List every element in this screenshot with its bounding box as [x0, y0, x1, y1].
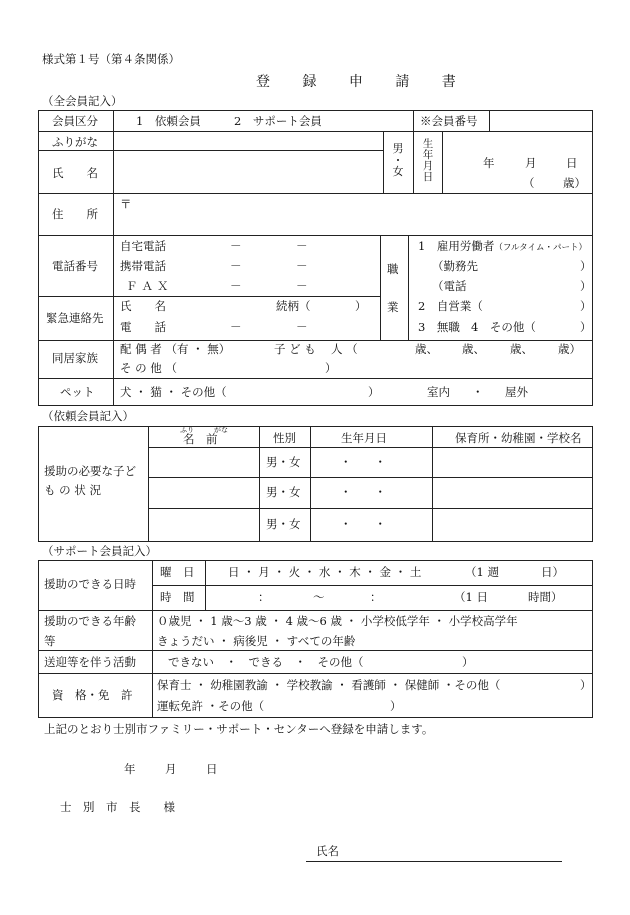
home-phone-label: 自宅電話	[120, 239, 166, 253]
job-phone-close: ）	[580, 279, 592, 293]
child-birth-header: 生年月日	[341, 431, 387, 445]
child-status-label-2: も の 状 況	[44, 483, 101, 497]
emergency-tel-dash2: －	[296, 320, 308, 334]
age-options-1[interactable]: ０歳児 ・ 1 歳～3 歳 ・ 4 歳～6 歳 ・ 小学校低学年 ・ 小学校高学年	[157, 614, 518, 628]
family-child-age-3: 歳、	[510, 342, 533, 356]
transport-label: 送迎等を伴う活動	[44, 655, 136, 669]
age-label-1: 援助のできる年齢	[44, 614, 136, 628]
fax-dash1: －	[230, 279, 242, 293]
mayor-addressee: 士 別 市 長 様	[60, 800, 175, 814]
signer-label: 氏名	[316, 844, 339, 858]
name-label: 氏 名	[52, 166, 98, 180]
age-open: （	[523, 176, 535, 190]
day-hours-close: 時間）	[528, 590, 563, 604]
job-self-employed-close: ）	[580, 299, 592, 313]
qualification-label: 資 格・免 許	[52, 688, 133, 702]
job-unemployed[interactable]: 3 無職	[418, 320, 460, 334]
furigana-field[interactable]	[116, 133, 380, 148]
transport-close: ）	[462, 655, 474, 669]
mobile-phone-dash1: －	[230, 259, 242, 273]
child-sex-header: 性別	[273, 431, 296, 445]
member-number-label: ※会員番号	[420, 114, 478, 128]
day-hours-label: （1 日	[454, 590, 488, 604]
license-close: ）	[390, 699, 402, 713]
emergency-tel-dash1: －	[230, 320, 242, 334]
section-requester: （依頼会員記入）	[42, 409, 134, 423]
form-number: 様式第１号（第４条関係）	[42, 52, 180, 66]
name-field[interactable]	[116, 153, 380, 191]
section-supporter: （サポート会員記入）	[42, 544, 157, 558]
time-colon-end[interactable]: ：	[370, 590, 382, 604]
mobile-phone-dash2: －	[296, 259, 308, 273]
job-other[interactable]: 4 その他（	[471, 320, 536, 334]
member-number-field[interactable]	[492, 112, 590, 129]
page-title: 登 録 申 請 書	[256, 74, 470, 90]
job-employee[interactable]: 1 雇用労働者（フルタイム・パート）	[418, 239, 587, 253]
emergency-name-label: 氏 名	[120, 299, 166, 313]
week-days-label: （1 週	[465, 565, 499, 579]
family-child-age-4: 歳）	[558, 342, 581, 356]
job-workplace-label: （勤務先	[432, 259, 478, 273]
pet-separator: ・	[472, 385, 484, 399]
fax-dash2: －	[296, 279, 308, 293]
family-other-close: ）	[325, 361, 337, 375]
child-name-header: 名 前	[183, 432, 218, 446]
birthdate-label: 生 年 月 日	[422, 138, 434, 184]
birth-day-unit: 日	[566, 156, 578, 170]
occupation-label-1: 職	[387, 262, 399, 276]
family-label: 同居家族	[52, 351, 98, 365]
emergency-relation-label: 続柄（	[276, 299, 311, 313]
age-options-2[interactable]: きょうだい ・ 病後児 ・ すべての年齢	[157, 634, 356, 648]
mobile-phone-label: 携帯電話	[120, 259, 166, 273]
date-day[interactable]: 日	[206, 762, 218, 776]
pet-options[interactable]: 犬 ・ 猫 ・ その他（	[120, 385, 227, 399]
ruby-furi: ふり	[180, 426, 194, 434]
pet-outdoor[interactable]: 屋外	[505, 385, 528, 399]
family-spouse[interactable]: 配 偶 者 （有 ・ 無）	[120, 342, 231, 356]
dow-label: 曜 日	[160, 565, 195, 579]
occupation-label-2: 業	[387, 300, 399, 314]
ruby-gana: がな	[214, 426, 228, 434]
child-2-birth[interactable]: ・ ・	[340, 485, 386, 499]
member-type-option-supporter[interactable]: 2 サポート会員	[234, 114, 322, 128]
member-type-label: 会員区分	[52, 114, 98, 128]
phone-label: 電話番号	[52, 259, 98, 273]
age-label-2: 等	[44, 634, 56, 648]
postal-mark: 〒	[120, 197, 132, 211]
address-label: 住 所	[52, 207, 98, 221]
pet-other-close: ）	[368, 385, 380, 399]
pet-indoor[interactable]: 室内	[427, 385, 450, 399]
address-field[interactable]	[135, 196, 590, 232]
furigana-label: ふりがな	[52, 135, 98, 149]
child-status-label-1: 援助の必要な子ど	[44, 464, 136, 478]
dow-options[interactable]: 日 ・ 月 ・ 火 ・ 水 ・ 木 ・ 金 ・ 土	[228, 565, 422, 579]
child-2-sex[interactable]: 男・女	[266, 485, 301, 499]
child-3-birth[interactable]: ・ ・	[340, 517, 386, 531]
family-child-age-1: 歳、	[415, 342, 438, 356]
declaration: 上記のとおり士別市ファミリー・サポート・センターへ登録を申請します。	[44, 722, 434, 736]
home-phone-dash2: －	[296, 239, 308, 253]
qualification-options[interactable]: 保育士 ・ 幼稚園教諭 ・ 学校教諭 ・ 看護師 ・ 保健師 ・その他（	[157, 678, 501, 692]
job-workplace-close: ）	[580, 259, 592, 273]
emergency-tel-label: 電 話	[120, 320, 166, 334]
family-children[interactable]: 子 ど も 人 （	[274, 342, 358, 356]
birth-year-unit: 年	[483, 156, 495, 170]
job-other-close: ）	[580, 320, 592, 334]
date-month[interactable]: 月	[165, 762, 177, 776]
week-days-close: 日）	[541, 565, 564, 579]
date-year[interactable]: 年	[124, 762, 136, 776]
time-label: 時 間	[160, 590, 195, 604]
sex-selector[interactable]: 男 ・ 女	[392, 142, 404, 179]
child-1-sex[interactable]: 男・女	[266, 455, 301, 469]
family-other[interactable]: そ の 他 （	[120, 361, 177, 375]
job-phone-label: （電話	[432, 279, 467, 293]
child-3-sex[interactable]: 男・女	[266, 517, 301, 531]
age-unit: 歳）	[563, 176, 586, 190]
family-child-age-2: 歳、	[462, 342, 485, 356]
member-type-option-requester[interactable]: 1 依頼会員	[136, 114, 201, 128]
child-school-header: 保育所・幼稚園・学校名	[455, 431, 582, 445]
emergency-label: 緊急連絡先	[46, 311, 104, 325]
emergency-relation-close: ）	[355, 299, 367, 313]
avail-label: 援助のできる日時	[44, 577, 136, 591]
qualification-close: ）	[580, 678, 592, 692]
time-colon-start[interactable]: ：	[258, 590, 270, 604]
pet-label: ペット	[60, 385, 95, 399]
child-1-birth[interactable]: ・ ・	[340, 455, 386, 469]
home-phone-dash1: －	[230, 239, 242, 253]
birth-month-unit: 月	[525, 156, 537, 170]
fax-label: ＦＡＸ	[126, 279, 173, 293]
signature-line[interactable]	[306, 861, 562, 862]
time-tilde: ～	[313, 590, 325, 604]
section-all-members: （全会員記入）	[42, 94, 123, 108]
license-options[interactable]: 運転免許 ・その他（	[157, 699, 265, 713]
transport-options[interactable]: できない ・ できる ・ その他（	[168, 655, 364, 669]
job-self-employed[interactable]: 2 自営業（	[418, 299, 483, 313]
